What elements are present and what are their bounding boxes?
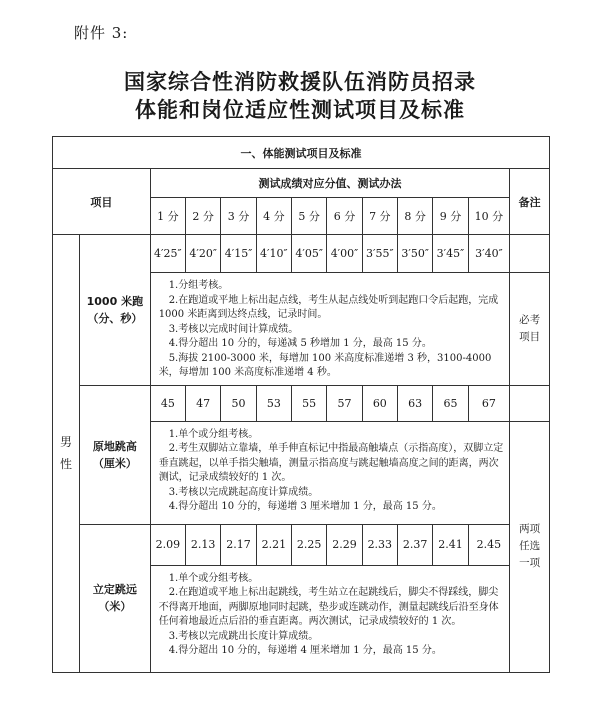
jump-high-values-row: [53, 385, 550, 421]
score-header-cell: 4 分: [256, 198, 291, 235]
jump-high-value-cell: 57: [327, 385, 362, 421]
fitness-standards-table: [52, 136, 550, 673]
jump-long-value-cell: 2.25: [292, 524, 327, 565]
method-line: 4.得分超出 10 分的，每递增 4 厘米增加 1 分，最高 15 分。: [168, 645, 442, 656]
run-remark: 必考 项目: [510, 273, 550, 386]
jump-long-value-cell: 2.45: [468, 524, 510, 565]
run-method: [150, 273, 510, 386]
method-line: 1.单个或分组考核。: [168, 428, 259, 440]
jump-high-value-cell: 65: [433, 385, 468, 421]
jump-high-value-cell: 45: [150, 385, 185, 421]
run-value-cell: 4′05″: [292, 235, 327, 273]
method-line: 4.得分超出 10 分的，每递增 3 厘米增加 1 分，最高 15 分。: [168, 501, 442, 512]
gender-label: 男 性: [53, 235, 80, 673]
score-header-cell: 7 分: [362, 198, 397, 235]
jump-long-method: [150, 565, 510, 672]
method-line: 1.分组考核。: [168, 280, 229, 291]
jump-long-value-cell: 2.37: [397, 524, 432, 565]
score-header-cell: 6 分: [327, 198, 362, 235]
page-title-line2: 体能和岗位适应性测试项目及标准: [135, 97, 465, 122]
method-line: 1.单个或分组考核。: [168, 572, 259, 584]
run-item-name: 1000 米跑 （分、秒）: [80, 235, 151, 386]
method-line: 3.考核以完成跳起高度计算成绩。: [168, 486, 319, 498]
score-header-cell: 9 分: [433, 198, 468, 235]
run-value-cell: 4′10″: [256, 235, 291, 273]
score-header-cell: 2 分: [186, 198, 221, 235]
method-line: 2.在跑道或平地上标出起点线，考生从起点线处听到起跑口令后起跑，完成 1000 米距离到达终点线，记录时间。: [158, 294, 499, 320]
jump-high-value-cell: 55: [292, 385, 327, 421]
header-criteria: 测试成绩对应分值、测试办法: [150, 169, 510, 198]
jump-high-value-cell: 60: [362, 385, 397, 421]
run-value-cell: 3′40″: [468, 235, 510, 273]
run-value-cell: 4′20″: [186, 235, 221, 273]
jump-high-item-name: 原地跳高 （厘米）: [80, 385, 151, 524]
run-values-row: [53, 235, 550, 273]
jump-long-value-cell: 2.33: [362, 524, 397, 565]
run-value-cell: 3′55″: [362, 235, 397, 273]
jump-high-value-cell: 50: [221, 385, 256, 421]
jump-long-item-name: 立定跳远 （米）: [80, 524, 151, 672]
page-title-line1: 国家综合性消防救援队伍消防员招录: [124, 69, 476, 94]
score-header-cell: 1 分: [150, 198, 185, 235]
jump-long-value-cell: 2.17: [221, 524, 256, 565]
jump-high-method: [150, 421, 510, 524]
jump-high-value-cell: 47: [186, 385, 221, 421]
jump-long-value-cell: 2.41: [433, 524, 468, 565]
jump-remark: 两项 任选 一项: [510, 421, 550, 672]
header-remark: 备注: [510, 169, 550, 235]
jump-long-value-cell: 2.09: [150, 524, 185, 565]
method-line: 2.在跑道或平地上标出起跳线，考生站立在起跳线后，脚尖不得踩线，脚尖不得离开地面，两脚原地同时起跳，垫步或连跳动作，测量起跳线后沿至身体任何着地最近点后沿的垂直距离。两次测试，记录成绩较好的 1 次。: [158, 587, 499, 627]
jump-high-value-cell: 67: [468, 385, 510, 421]
jump-long-values-row: [53, 524, 550, 565]
run-value-cell: 3′50″: [397, 235, 432, 273]
run-value-cell: 4′00″: [327, 235, 362, 273]
score-header-cell: 10 分: [468, 198, 510, 235]
score-header-cell: 3 分: [221, 198, 256, 235]
method-line: 2.考生双脚站立靠墙，单手伸直标记中指最高触墙点（示指高度），双脚立定垂直跳起，以单手指尖触墙，测量示指高度与跳起触墙高度之间的距离，两次测试，记录成绩较好的 1 次。: [158, 443, 504, 483]
jump-long-value-cell: 2.13: [186, 524, 221, 565]
method-line: 3.考核以完成跳出长度计算成绩。: [168, 630, 319, 642]
run-value-cell: 3′45″: [433, 235, 468, 273]
run-remark-spacer: [510, 235, 550, 273]
jump-long-value-cell: 2.21: [256, 524, 291, 565]
method-line: 4.得分超出 10 分的，每递减 5 秒增加 1 分，最高 15 分。: [168, 338, 432, 349]
score-header-cell: 5 分: [292, 198, 327, 235]
jump-high-remark-spacer: [510, 385, 550, 421]
jump-high-value-cell: 53: [256, 385, 291, 421]
attachment-label: 附件 3:: [74, 24, 129, 42]
run-value-cell: 4′15″: [221, 235, 256, 273]
header-item: 项目: [53, 169, 151, 235]
jump-high-value-cell: 63: [397, 385, 432, 421]
section-title: 一、体能测试项目及标准: [53, 137, 550, 169]
jump-long-value-cell: 2.29: [327, 524, 362, 565]
score-header-cell: 8 分: [397, 198, 432, 235]
run-value-cell: 4′25″: [150, 235, 185, 273]
method-line: 5.海拔 2100-3000 米，每增加 100 米高度标准递增 3 秒，3100-4000 米，每增加 100 米高度标准递增 4 秒。: [158, 352, 492, 378]
method-line: 3.考核以完成时间计算成绩。: [168, 323, 299, 335]
